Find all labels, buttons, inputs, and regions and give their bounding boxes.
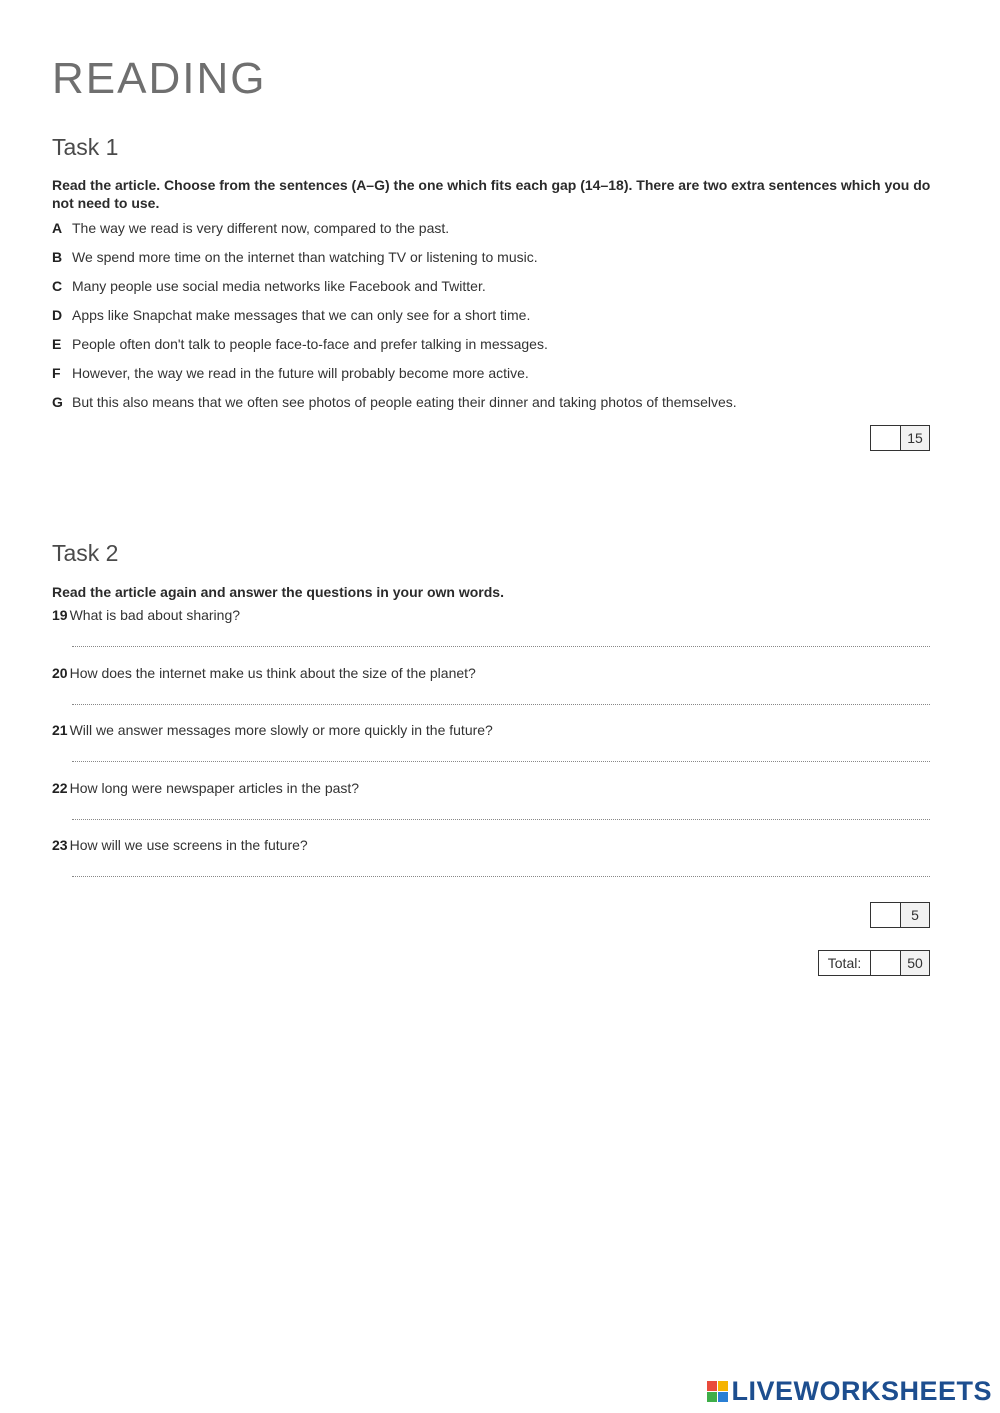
answer-line[interactable] bbox=[72, 761, 930, 762]
task1-score-input[interactable] bbox=[871, 426, 901, 450]
task2-questions bbox=[52, 607, 930, 895]
page-title: READING bbox=[52, 54, 267, 103]
option-letter: B bbox=[52, 249, 63, 265]
answer-line[interactable] bbox=[72, 819, 930, 820]
logo-square-green bbox=[707, 1392, 717, 1402]
option-letter: A bbox=[52, 220, 63, 236]
task2-heading: Task 2 bbox=[52, 540, 119, 566]
task1-score-box bbox=[870, 425, 930, 451]
question-text: Will we answer messages more slowly or more quickly in the future? bbox=[69, 722, 493, 738]
question-19 bbox=[52, 607, 930, 665]
question-20 bbox=[52, 665, 930, 723]
task2-score-box bbox=[870, 902, 930, 928]
answer-line[interactable] bbox=[72, 704, 930, 705]
question-text: What is bad about sharing? bbox=[69, 607, 241, 623]
logo-square-red bbox=[707, 1381, 717, 1391]
option-b bbox=[52, 249, 932, 278]
option-letter: F bbox=[52, 365, 61, 381]
answer-line[interactable] bbox=[72, 876, 930, 877]
task1-options bbox=[52, 220, 932, 423]
option-e bbox=[52, 336, 932, 365]
option-letter: G bbox=[52, 394, 63, 410]
question-21 bbox=[52, 722, 930, 780]
task2-score-input[interactable] bbox=[871, 903, 901, 927]
question-text: How does the internet make us think about the size of the planet? bbox=[69, 664, 476, 681]
total-score-max: 50 bbox=[901, 951, 929, 975]
task1-instruction: Read the article. Choose from the sentences (A–G) the one which fits each gap (14–18). There are two extra sentences which you do not need to use. bbox=[52, 177, 931, 211]
question-text: How will we use screens in the future? bbox=[69, 837, 308, 853]
logo-square-yellow bbox=[718, 1381, 728, 1391]
question-number: 21 bbox=[52, 722, 68, 738]
option-letter: E bbox=[52, 336, 62, 352]
task2-score-max: 5 bbox=[901, 903, 929, 927]
option-text: But this also means that we often see photos of people eating their dinner and taking photos of themselves. bbox=[72, 394, 737, 410]
question-number: 20 bbox=[52, 664, 68, 681]
question-22 bbox=[52, 780, 930, 838]
logo-square-blue bbox=[718, 1392, 728, 1402]
option-text: The way we read is very different now, compared to the past. bbox=[72, 220, 450, 236]
question-number: 23 bbox=[52, 837, 68, 853]
total-score-box bbox=[818, 950, 930, 976]
total-score-input[interactable] bbox=[871, 951, 901, 975]
option-text: We spend more time on the internet than watching TV or listening to music. bbox=[72, 249, 538, 265]
total-label: Total: bbox=[819, 951, 871, 975]
option-letter: C bbox=[52, 278, 63, 294]
question-number: 19 bbox=[52, 607, 68, 623]
option-letter: D bbox=[52, 307, 63, 323]
task1-score-max: 15 bbox=[901, 426, 929, 450]
option-text: Many people use social media networks like Facebook and Twitter. bbox=[72, 278, 486, 294]
option-text: Apps like Snapchat make messages that we can only see for a short time. bbox=[72, 307, 531, 323]
option-f bbox=[52, 365, 932, 394]
logo-grid-icon bbox=[707, 1381, 728, 1402]
task2-instruction: Read the article again and answer the questions in your own words. bbox=[52, 584, 504, 600]
option-a bbox=[52, 220, 932, 249]
answer-line[interactable] bbox=[72, 646, 930, 647]
question-number: 22 bbox=[52, 779, 68, 796]
question-text: How long were newspaper articles in the past? bbox=[69, 779, 360, 796]
option-text: However, the way we read in the future will probably become more active. bbox=[72, 365, 529, 381]
question-23 bbox=[52, 837, 930, 895]
option-d bbox=[52, 307, 932, 336]
option-g bbox=[52, 394, 932, 423]
logo-text: LIVEWORKSHEETS bbox=[731, 1376, 992, 1406]
task1-heading: Task 1 bbox=[52, 134, 119, 160]
option-c bbox=[52, 278, 932, 307]
option-text: People often don't talk to people face-to-face and prefer talking in messages. bbox=[72, 336, 548, 352]
liveworksheets-logo[interactable] bbox=[707, 1376, 992, 1407]
